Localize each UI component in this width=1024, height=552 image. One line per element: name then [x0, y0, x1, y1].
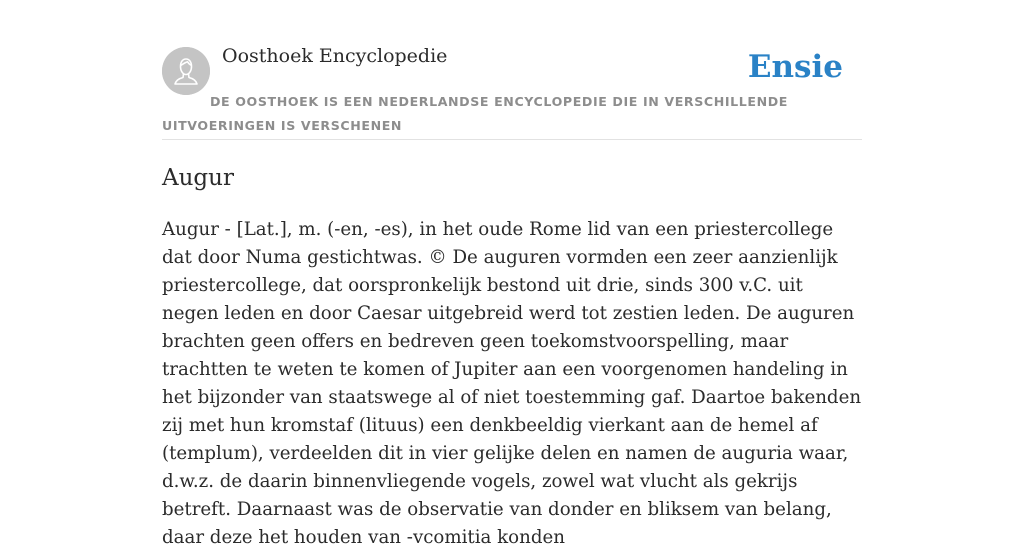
article-body: Augur - [Lat.], m. (-en, -es), in het oude Rome lid van een priestercollege dat door Numa gestichtwas. © De auguren vormden een zeer aanzienlijk priestercollege, dat oorspronkelijk bestond uit drie, sinds 300 v.C. uit negen leden en door Caesar uitgebreid werd tot zestien leden. De auguren brachten geen offers en bedreven geen toekomstvoorspelling, maar trachtten te weten te komen of Jupiter aan een voorgenomen handeling in het bijzonder van staatswege al of niet toestemming gaf. Daartoe bakenden zij met hun kromstaf (lituus) een denkbeeldig vierkant aan de hemel af (templum), verdeelden dit in vier gelijke delen en namen de auguria waar, d.w.z. de daarin binnenvliegende vogels, zowel wat vlucht als gekrijs betreft. Daarnaast was de observatie van donder en bliksem van belang, daar deze het houden van -vcomitia konden [162, 219, 862, 548]
site-tagline: DE OOSTHOEK IS EEN NEDERLANDSE ENCYCLOPEDIE DIE IN VERSCHILLENDE UITVOERINGEN IS VERSCHENEN [162, 94, 789, 133]
site-title[interactable]: Oosthoek Encyclopedie [222, 45, 448, 67]
site-header [162, 0, 862, 140]
brand-logo[interactable]: Ensie [747, 49, 843, 85]
page [162, 0, 862, 548]
article-title: Augur [162, 165, 234, 191]
user-icon[interactable] [162, 47, 210, 95]
article [162, 162, 862, 552]
